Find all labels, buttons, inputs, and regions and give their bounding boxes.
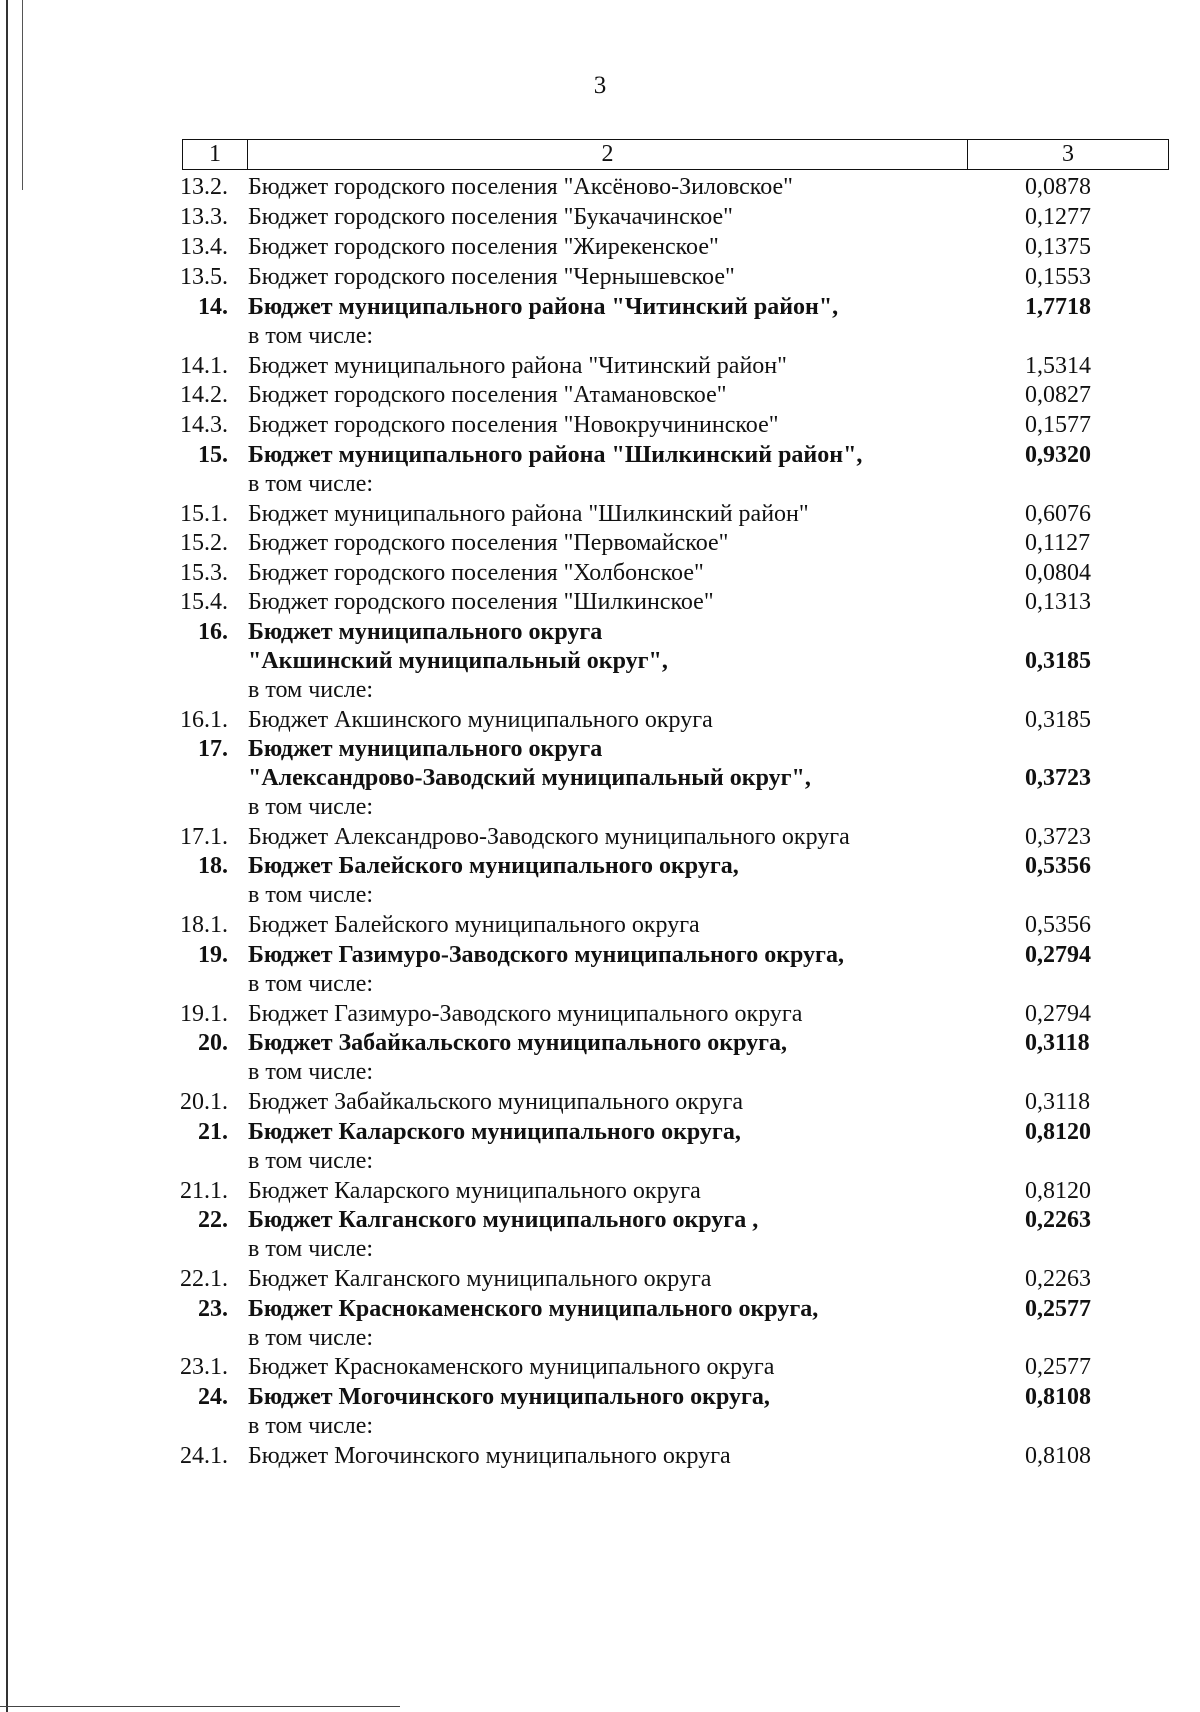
row-value: 1,5314 [1025, 353, 1091, 379]
row-value: 0,0827 [1025, 382, 1091, 408]
row-value: 0,3185 [1025, 648, 1091, 674]
row-budget-name: Бюджет Александрово-Заводского муниципального округа [248, 824, 850, 850]
table-row [0, 1147, 1200, 1176]
row-number: 21.1. [180, 1178, 228, 1204]
row-value: 0,5356 [1025, 912, 1091, 938]
row-budget-name: Бюджет городского поселения "Первомайское" [248, 530, 729, 556]
table-row [0, 172, 1200, 202]
row-value: 0,1313 [1025, 589, 1091, 615]
row-budget-name: Бюджет муниципального округа [248, 619, 603, 645]
row-budget-name: в том числе: [248, 1413, 374, 1439]
row-number: 15.2. [180, 530, 228, 556]
row-number: 17. [198, 736, 228, 762]
table-row [0, 822, 1200, 852]
table-row [0, 1382, 1200, 1412]
row-value: 0,8108 [1025, 1443, 1091, 1469]
table-row [0, 1353, 1200, 1382]
row-budget-name: Бюджет Калганского муниципального округа , [248, 1207, 759, 1233]
page-number: 3 [593, 72, 607, 99]
table-row [0, 1324, 1200, 1353]
table-row [0, 232, 1200, 262]
row-number: 20. [198, 1030, 228, 1056]
table-row [0, 705, 1200, 735]
table-row [0, 676, 1200, 705]
table-row [0, 1087, 1200, 1117]
row-budget-name: в том числе: [248, 471, 374, 497]
row-budget-name: в том числе: [248, 1325, 374, 1351]
table-row [0, 1235, 1200, 1264]
table-row [0, 735, 1200, 764]
table-row [0, 558, 1200, 588]
row-value: 0,2794 [1025, 942, 1091, 968]
table-row [0, 910, 1200, 940]
row-number: 15. [198, 442, 228, 468]
row-budget-name: Бюджет городского поселения "Аксёново-Зиловское" [248, 174, 793, 200]
row-number: 15.1. [180, 501, 228, 527]
row-value: 0,1375 [1025, 234, 1091, 260]
header-col-3: 3 [1062, 141, 1074, 167]
row-budget-name: в том числе: [248, 323, 374, 349]
row-budget-name: Бюджет Газимуро-Заводского муниципального округа, [248, 942, 844, 968]
table-row [0, 764, 1200, 793]
row-budget-name: Бюджет Балейского муниципального округа, [248, 853, 739, 879]
table-row [0, 351, 1200, 381]
scan-bottom-line [0, 1706, 400, 1707]
row-budget-name: Бюджет Калганского муниципального округа [248, 1266, 712, 1292]
row-budget-name: "Акшинский муниципальный округ", [248, 648, 668, 674]
row-value: 0,9320 [1025, 442, 1091, 468]
row-budget-name: Бюджет городского поселения "Холбонское" [248, 560, 704, 586]
row-budget-name: Бюджет Газимуро-Заводского муниципального округа [248, 1001, 803, 1027]
row-number: 24. [198, 1384, 228, 1410]
row-budget-name: Бюджет городского поселения "Жирекенское" [248, 234, 719, 260]
row-number: 21. [198, 1119, 228, 1145]
row-budget-name: Бюджет городского поселения "Шилкинское" [248, 589, 714, 615]
table-row [0, 881, 1200, 910]
table-row [0, 588, 1200, 617]
row-value: 0,1277 [1025, 204, 1091, 230]
table-row [0, 1412, 1200, 1441]
row-number: 14.3. [180, 412, 228, 438]
table-row [0, 852, 1200, 881]
row-value: 0,2263 [1025, 1266, 1091, 1292]
row-number: 18. [198, 853, 228, 879]
row-budget-name: Бюджет Акшинского муниципального округа [248, 707, 713, 733]
row-number: 19.1. [180, 1001, 228, 1027]
row-number: 24.1. [180, 1443, 228, 1469]
row-number: 16. [198, 619, 228, 645]
row-value: 0,8120 [1025, 1178, 1091, 1204]
row-budget-name: в том числе: [248, 1148, 374, 1174]
row-number: 23.1. [180, 1354, 228, 1380]
row-budget-name: в том числе: [248, 794, 374, 820]
row-number: 14. [198, 294, 228, 320]
row-number: 19. [198, 942, 228, 968]
table-row [0, 1029, 1200, 1058]
row-budget-name: Бюджет муниципального района "Шилкинский район" [248, 501, 809, 527]
row-value: 0,2577 [1025, 1296, 1091, 1322]
row-value: 0,2577 [1025, 1354, 1091, 1380]
budget-table-body [0, 172, 1200, 1471]
table-row [0, 793, 1200, 822]
table-row [0, 1176, 1200, 1206]
row-budget-name: Бюджет муниципального района "Читинский район", [248, 294, 839, 320]
table-row [0, 1206, 1200, 1235]
row-budget-name: Бюджет городского поселения "Букачачинское" [248, 204, 733, 230]
table-row [0, 292, 1200, 322]
row-value: 0,2263 [1025, 1207, 1091, 1233]
row-number: 13.3. [180, 204, 228, 230]
row-number: 16.1. [180, 707, 228, 733]
table-row [0, 499, 1200, 529]
row-value: 0,8120 [1025, 1119, 1091, 1145]
row-budget-name: Бюджет городского поселения "Чернышевское" [248, 264, 735, 290]
row-value: 0,1577 [1025, 412, 1091, 438]
table-row [0, 202, 1200, 232]
row-value: 0,0878 [1025, 174, 1091, 200]
table-row [0, 529, 1200, 558]
row-number: 13.2. [180, 174, 228, 200]
row-budget-name: Бюджет Забайкальского муниципального округа, [248, 1030, 788, 1056]
row-number: 14.2. [180, 382, 228, 408]
row-number: 20.1. [180, 1089, 228, 1115]
row-budget-name: в том числе: [248, 677, 374, 703]
row-budget-name: Бюджет Каларского муниципального округа [248, 1178, 701, 1204]
table-row [0, 322, 1200, 351]
table-row [0, 617, 1200, 647]
row-number: 13.5. [180, 264, 228, 290]
table-row [0, 381, 1200, 410]
row-value: 0,1553 [1025, 264, 1091, 290]
table-row [0, 970, 1200, 999]
row-number: 14.1. [180, 353, 228, 379]
row-number: 22.1. [180, 1266, 228, 1292]
row-budget-name: в том числе: [248, 971, 374, 997]
row-budget-name: Бюджет Могочинского муниципального округа, [248, 1384, 770, 1410]
row-budget-name: в том числе: [248, 1236, 374, 1262]
row-value: 0,0804 [1025, 560, 1091, 586]
table-row [0, 410, 1200, 440]
row-budget-name: Бюджет Балейского муниципального округа [248, 912, 700, 938]
row-budget-name: Бюджет муниципального округа [248, 736, 603, 762]
row-number: 23. [198, 1296, 228, 1322]
table-row [0, 940, 1200, 970]
row-budget-name: Бюджет городского поселения "Атамановское" [248, 382, 727, 408]
table-row [0, 470, 1200, 499]
table-row [0, 1117, 1200, 1147]
row-budget-name: "Александрово-Заводский муниципальный округ", [248, 765, 811, 791]
row-number: 18.1. [180, 912, 228, 938]
row-value: 0,5356 [1025, 853, 1091, 879]
row-value: 0,3185 [1025, 707, 1091, 733]
row-number: 15.4. [180, 589, 228, 615]
row-value: 0,2794 [1025, 1001, 1091, 1027]
table-header [182, 139, 1169, 170]
row-value: 0,6076 [1025, 501, 1091, 527]
row-value: 1,7718 [1025, 294, 1091, 320]
row-budget-name: Бюджет муниципального района "Читинский район" [248, 353, 787, 379]
row-number: 17.1. [180, 824, 228, 850]
table-row [0, 1058, 1200, 1087]
row-budget-name: Бюджет Могочинского муниципального округа [248, 1443, 731, 1469]
row-value: 0,8108 [1025, 1384, 1091, 1410]
row-value: 0,1127 [1025, 530, 1091, 556]
row-value: 0,3118 [1025, 1030, 1090, 1056]
row-value: 0,3723 [1025, 824, 1091, 850]
row-budget-name: Бюджет муниципального района "Шилкинский район", [248, 442, 863, 468]
row-budget-name: Бюджет Каларского муниципального округа, [248, 1119, 741, 1145]
row-budget-name: в том числе: [248, 1059, 374, 1085]
table-row [0, 1294, 1200, 1324]
row-budget-name: Бюджет городского поселения "Новокручининское" [248, 412, 779, 438]
table-row [0, 647, 1200, 676]
row-budget-name: Бюджет Краснокаменского муниципального округа, [248, 1296, 819, 1322]
row-budget-name: Бюджет Краснокаменского муниципального округа [248, 1354, 775, 1380]
row-number: 15.3. [180, 560, 228, 586]
table-row [0, 1264, 1200, 1294]
table-row [0, 999, 1200, 1029]
row-value: 0,3118 [1025, 1089, 1091, 1115]
row-number: 13.4. [180, 234, 228, 260]
row-number: 22. [198, 1207, 228, 1233]
table-row [0, 440, 1200, 470]
row-budget-name: Бюджет Забайкальского муниципального округа [248, 1089, 744, 1115]
row-value: 0,3723 [1025, 765, 1091, 791]
table-row [0, 1441, 1200, 1471]
row-budget-name: в том числе: [248, 882, 374, 908]
table-row [0, 262, 1200, 292]
header-col-1: 1 [183, 140, 248, 169]
header-col-2: 2 [248, 140, 968, 169]
